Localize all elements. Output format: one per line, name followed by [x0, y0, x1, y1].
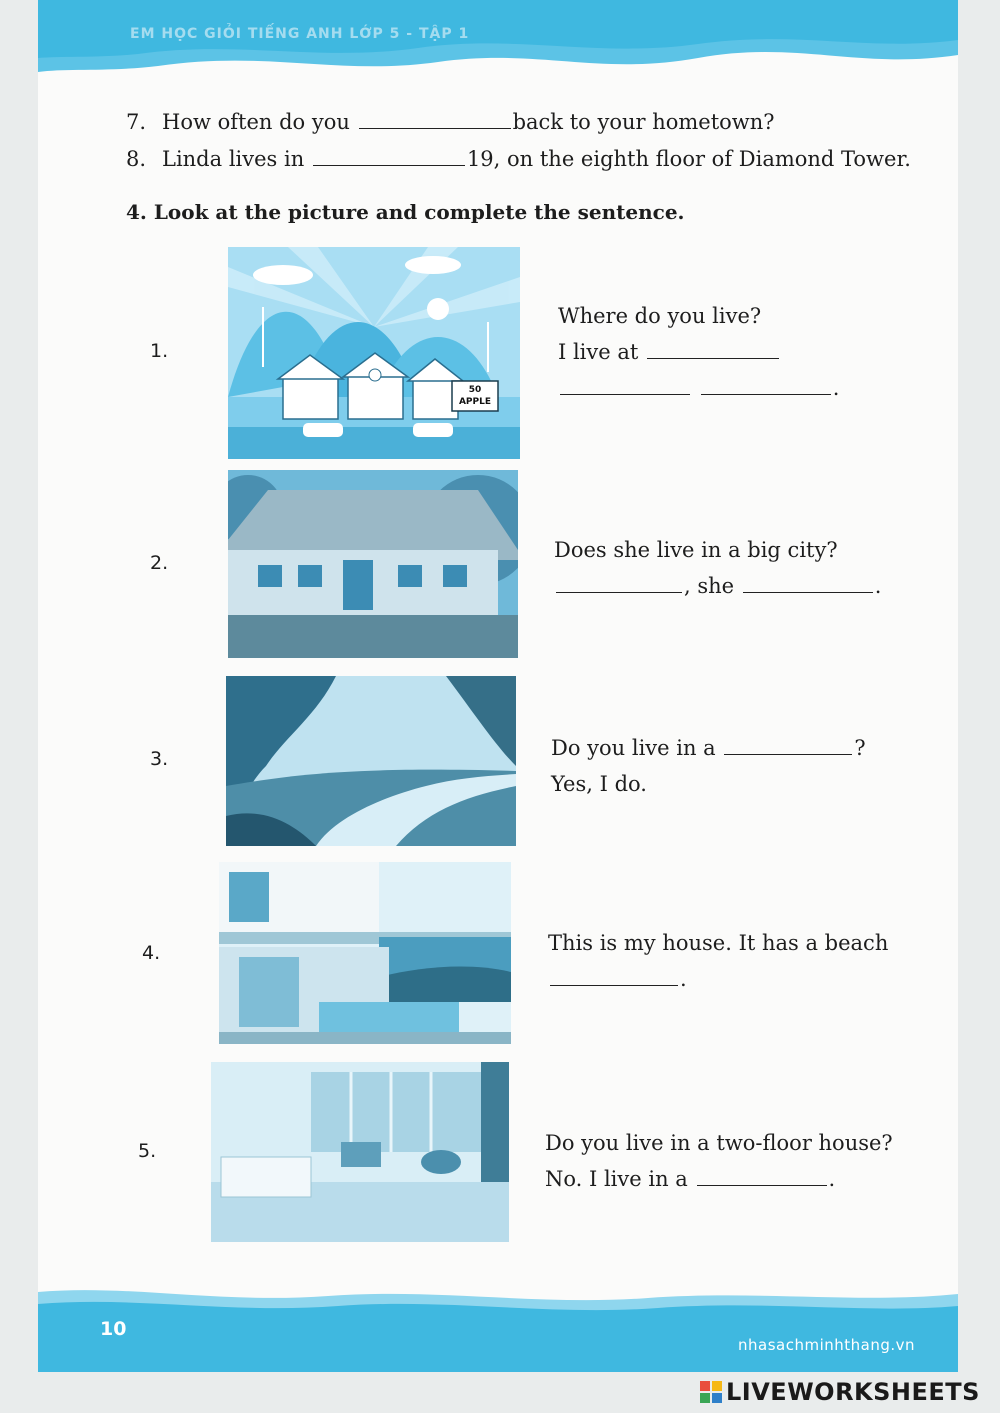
answer-blank[interactable]: [724, 752, 852, 755]
answer-blank[interactable]: [701, 392, 831, 395]
exercise4-item-2-text: [554, 532, 881, 604]
answer: Yes, I do.: [551, 772, 647, 796]
footer-wave-band: [38, 1282, 958, 1372]
item-text-before: How often do you: [162, 110, 350, 134]
answer-suffix: .: [828, 1167, 836, 1191]
exercise4-item-4-text: [548, 925, 888, 997]
item-number: 4.: [142, 942, 161, 964]
answer-blank[interactable]: [560, 392, 690, 395]
book-title: EM HỌC GIỎI TIẾNG ANH LỚP 5 - TẬP 1: [130, 26, 470, 42]
exercise4-item-5-text: [545, 1125, 893, 1197]
item-number: 3.: [150, 748, 169, 770]
answer-blank[interactable]: [647, 356, 779, 359]
street-sign-name: APPLE: [458, 397, 492, 407]
question: Do you live in a two-floor house?: [545, 1131, 893, 1155]
country-cottage-picture: [228, 470, 518, 658]
answer-blank[interactable]: [697, 1183, 827, 1186]
liveworksheets-logo-icon: [700, 1381, 722, 1403]
answer-blank[interactable]: [556, 590, 682, 593]
item-text-before: Linda lives in: [162, 147, 305, 171]
item-number: 2.: [150, 552, 169, 574]
answer-blank[interactable]: [550, 983, 678, 986]
question: This is my house. It has a beach: [548, 931, 889, 955]
exercise4-item-1-text: [558, 298, 839, 406]
item-text-after: back to your hometown?: [512, 110, 775, 134]
exercise4-item-3-text: [551, 730, 866, 802]
item-number: 7.: [126, 110, 147, 134]
answer-prefix: No. I live in a: [545, 1167, 688, 1191]
beach-house-picture: [219, 862, 511, 1044]
item-number: 8.: [126, 147, 147, 171]
answer-suffix: .: [874, 574, 882, 598]
question-prefix: Do you live in a: [551, 736, 716, 760]
item-number: 1.: [150, 340, 169, 362]
publisher-website: nhasachminhthang.vn: [738, 1336, 916, 1354]
answer-suffix: .: [680, 967, 687, 991]
apartment-interior-picture: [211, 1062, 509, 1242]
item-number: 5.: [138, 1140, 157, 1162]
answer-suffix: .: [832, 376, 840, 400]
street-sign-number: 50: [468, 385, 482, 395]
question: Where do you live?: [558, 304, 762, 328]
page-number: 10: [100, 1318, 127, 1340]
answer-blank[interactable]: [359, 126, 511, 129]
exercise3-item-8: [126, 147, 911, 171]
town-houses-picture: [228, 247, 520, 459]
answer-blank[interactable]: [313, 163, 465, 166]
answer-blank[interactable]: [743, 590, 873, 593]
answer-prefix: I live at: [558, 340, 639, 364]
exercise4-title: 4. Look at the picture and complete the sentence.: [126, 200, 685, 224]
answer-middle: , she: [684, 574, 735, 598]
liveworksheets-watermark[interactable]: LIVEWORKSHEETS: [726, 1378, 980, 1406]
question: Does she live in a big city?: [554, 538, 838, 562]
countryside-river-picture: [226, 676, 516, 846]
item-text-after: 19, on the eighth floor of Diamond Tower.: [466, 147, 911, 171]
question-suffix: ?: [854, 736, 866, 760]
exercise3-item-7: [126, 110, 775, 134]
